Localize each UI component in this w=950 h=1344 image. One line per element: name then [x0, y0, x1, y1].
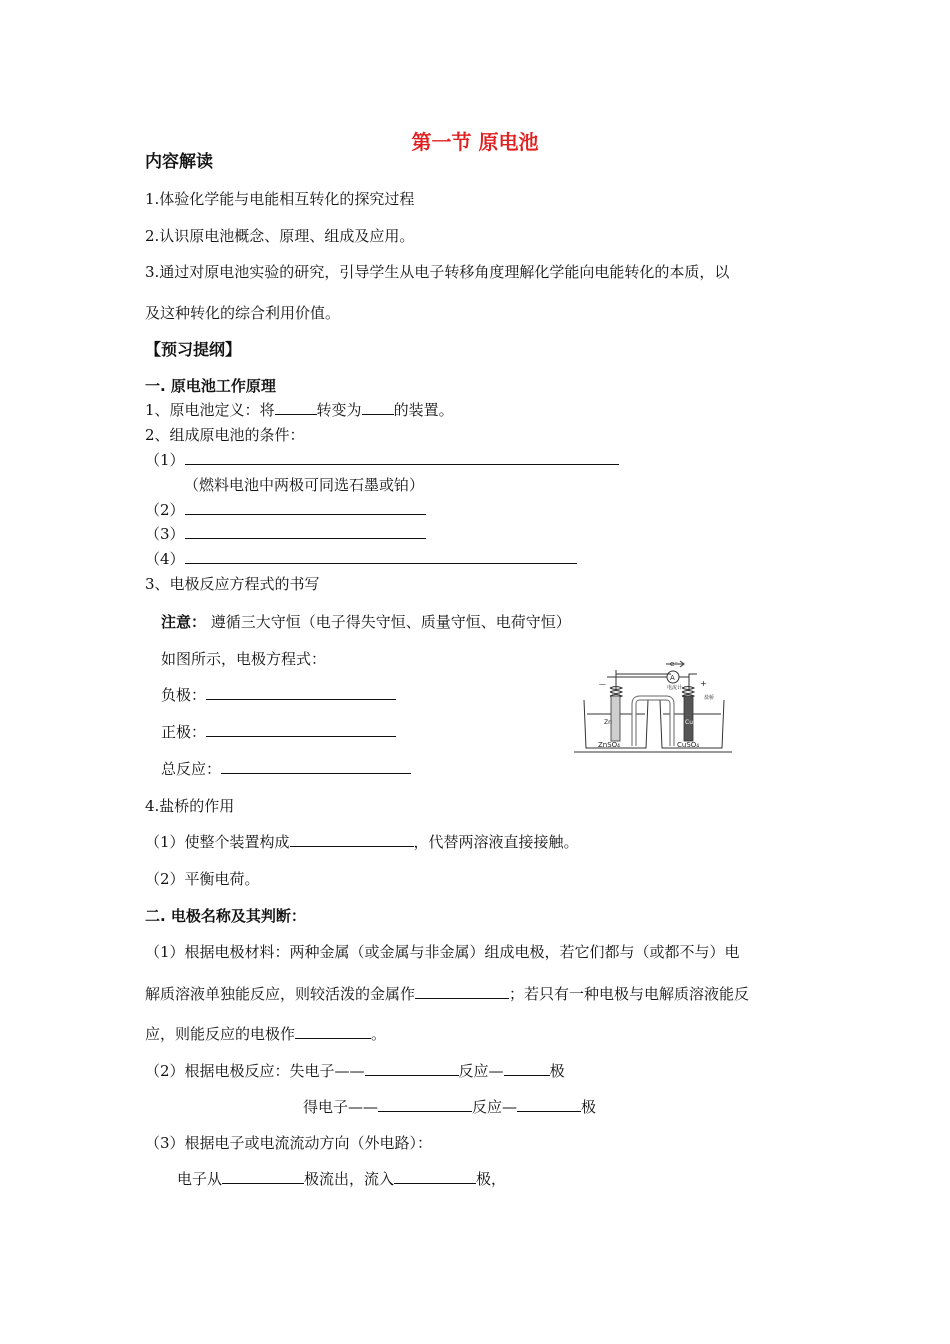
wire-left — [616, 674, 671, 690]
condition-4-label: （4） — [145, 550, 185, 568]
intro-heading: 内容解读 — [145, 152, 213, 172]
blank-field[interactable] — [517, 1097, 581, 1112]
rule-1-line-2-b: ；若只有一种电极与电解质溶液能反 — [509, 985, 750, 1003]
salt-bridge-item-2: （2）平衡电荷。 — [145, 870, 260, 888]
blank-field[interactable] — [206, 722, 396, 737]
rule-1-line-3-a: 应，则能反应的电极作 — [145, 1025, 296, 1043]
blank-field[interactable] — [415, 984, 509, 999]
positive-label: 正极： — [161, 723, 207, 741]
znso4-label: ZnSO₄ — [598, 741, 620, 749]
note-line — [161, 612, 571, 632]
rule-2b-c: 极 — [581, 1098, 597, 1116]
as-shown-text: 如图所示，电极方程式： — [161, 650, 327, 668]
salt-bridge-item-1-a: （1）使整个装置构成 — [145, 833, 290, 851]
blank-field[interactable] — [275, 400, 317, 415]
salt-bridge-label: 盐桥 — [704, 695, 715, 701]
total-reaction-line — [161, 759, 411, 779]
meter-label: 电流计 — [667, 685, 683, 691]
negative-label: 负极： — [161, 686, 207, 704]
rule-3-c: 极， — [476, 1170, 507, 1188]
blank-field[interactable] — [365, 1061, 459, 1076]
salt-bridge-heading: 4.盐桥的作用 — [145, 797, 235, 815]
condition-3-label: （3） — [145, 525, 185, 543]
negative-electrode-line — [161, 685, 396, 705]
section1-heading: 一. 原电池工作原理 — [145, 377, 276, 395]
condition-4 — [145, 549, 577, 569]
rule-2-c: 极 — [549, 1062, 565, 1080]
note-text: 遵循三大守恒（电子得失守恒、质量守恒、电荷守恒） — [210, 613, 571, 631]
rule-2-b: 反应— — [458, 1062, 504, 1080]
rule-1-line-3 — [145, 1024, 386, 1044]
outline-heading: 【预习提纲】 — [145, 340, 242, 359]
rule-3-line — [177, 1169, 506, 1189]
rule-2-line-2 — [303, 1097, 596, 1117]
salt-bridge — [634, 698, 672, 746]
definition-line — [145, 400, 454, 420]
rule-2b-b: 反应— — [472, 1098, 518, 1116]
rule-3-a: 电子从 — [177, 1170, 223, 1188]
blank-field[interactable] — [394, 1169, 476, 1184]
rule-1-line-1: （1）根据电极材料：两种金属（或金属与非金属）组成电极，若它们都与（或都不与）电 — [145, 943, 740, 961]
positive-electrode-line — [161, 722, 396, 742]
rule-1-line-2 — [145, 984, 749, 1004]
galvanic-cell-diagram — [574, 656, 734, 756]
condition-2 — [145, 500, 426, 520]
rule-3-heading: （3）根据电子或电流流动方向（外电路）： — [145, 1134, 433, 1152]
blank-field[interactable] — [378, 1097, 472, 1112]
salt-bridge-item-1-b: ，代替两溶液直接接触。 — [413, 833, 579, 851]
page-title: 第一节 原电池 — [411, 130, 539, 154]
condition-2-label: （2） — [145, 501, 185, 519]
section2-heading: 二. 电极名称及其判断： — [145, 907, 306, 925]
blank-field[interactable] — [185, 500, 426, 515]
rule-2-a: （2）根据电极反应：失电子—— — [145, 1062, 365, 1080]
cu-label: Cu — [685, 719, 693, 726]
rule-2-line-1 — [145, 1061, 565, 1081]
blank-field[interactable] — [221, 759, 411, 774]
rule-1-line-2-a: 解质溶液单独能反应，则较活泼的金属作 — [145, 985, 416, 1003]
blank-field[interactable] — [295, 1024, 371, 1039]
rule-1-line-3-b: 。 — [371, 1025, 387, 1043]
condition-1-label: （1） — [145, 451, 185, 469]
electron-label: e⁻ — [670, 660, 679, 668]
zn-label: Zn — [604, 719, 612, 726]
rule-3-b: 极流出，流入 — [304, 1170, 395, 1188]
intro-item-1: 1.体验化学能与电能相互转化的探究过程 — [145, 190, 415, 208]
minus-label: — — [599, 680, 606, 688]
intro-item-3: 3.通过对原电池实验的研究，引导学生从电子转移角度理解化学能向电能转化的本质，以 — [145, 263, 730, 281]
intro-item-3-cont: 及这种转化的综合利用价值。 — [145, 304, 341, 322]
salt-bridge-item-1 — [145, 832, 579, 852]
rule-2b-a: 得电子—— — [303, 1098, 379, 1116]
plus-label: + — [700, 679, 707, 688]
intro-item-2: 2.认识原电池概念、原理、组成及应用。 — [145, 227, 415, 245]
blank-field[interactable] — [185, 524, 426, 539]
condition-1 — [145, 450, 619, 470]
blank-field[interactable] — [504, 1061, 550, 1076]
blank-field[interactable] — [185, 549, 577, 564]
blank-field[interactable] — [206, 685, 396, 700]
condition-1-note: （燃料电池中两极可同选石墨或铂） — [184, 476, 425, 494]
note-label: 注意： — [161, 613, 207, 631]
definition-text-a: 1、原电池定义：将 — [145, 401, 275, 419]
blank-field[interactable] — [185, 450, 619, 465]
conditions-heading: 2、组成原电池的条件： — [145, 426, 305, 444]
blank-field[interactable] — [222, 1169, 304, 1184]
blank-field[interactable] — [362, 400, 394, 415]
definition-text-b: 转变为 — [316, 401, 362, 419]
blank-field[interactable] — [290, 832, 414, 847]
total-label: 总反应： — [161, 760, 222, 778]
ammeter-label: A — [670, 674, 675, 682]
condition-3 — [145, 524, 426, 544]
equation-heading: 3、电极反应方程式的书写 — [145, 575, 320, 593]
definition-text-c: 的装置。 — [393, 401, 454, 419]
cuso4-label: CuSO₄ — [677, 741, 700, 749]
zinc-electrode — [611, 696, 620, 741]
